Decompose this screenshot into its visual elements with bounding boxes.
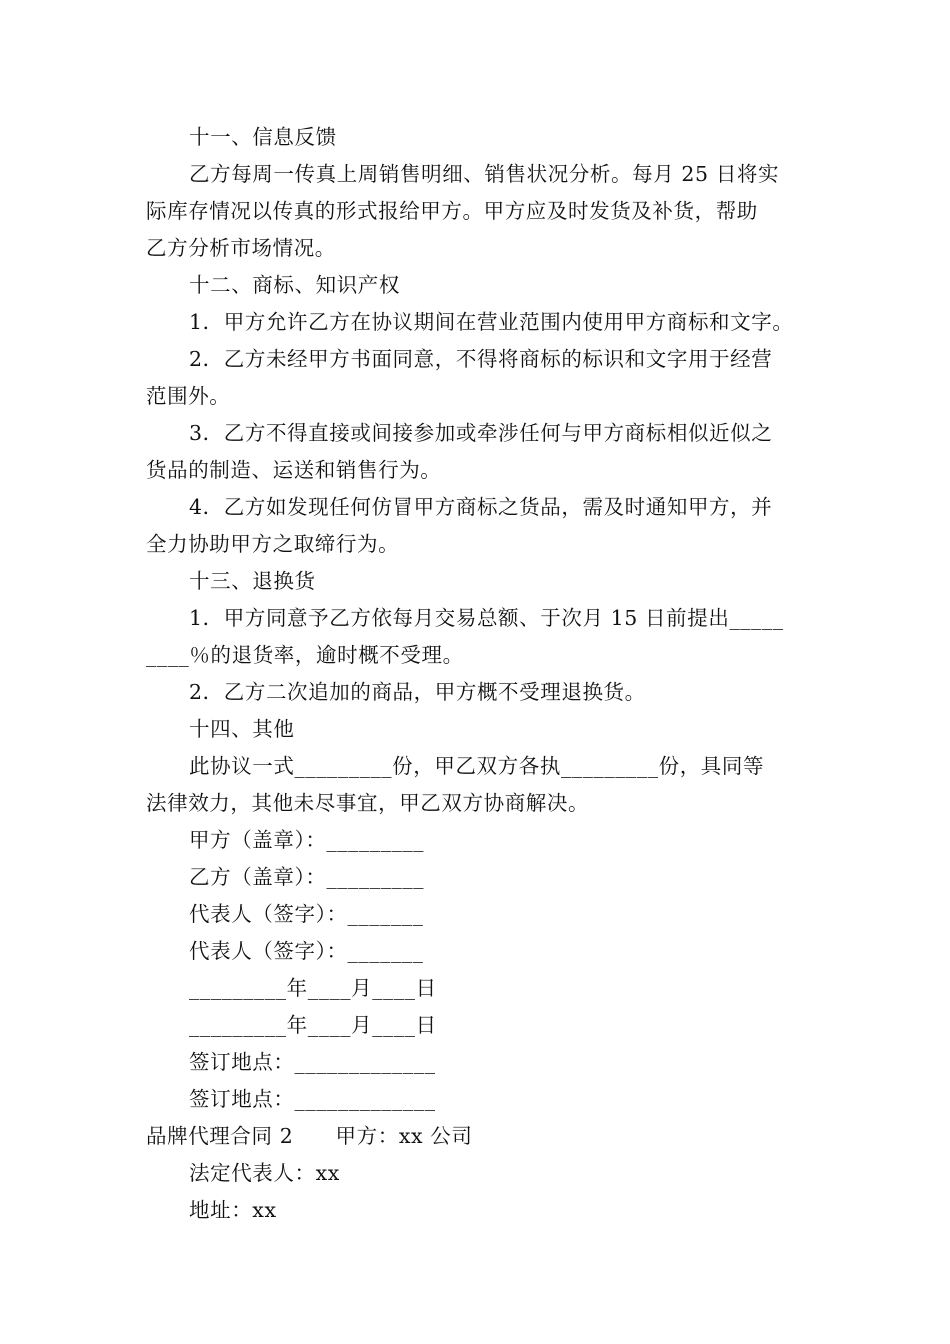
paragraph-line: 4．乙方如发现任何仿冒甲方商标之货品，需及时通知甲方，并 xyxy=(189,495,773,519)
paragraph-line: 乙方每周一传真上周销售明细、销售状况分析。每月 25 日将实 xyxy=(189,162,780,186)
legal-representative: 法定代表人：xx xyxy=(189,1161,340,1185)
date-line: _________年____月____日 xyxy=(189,976,437,1000)
signing-place: 签订地点：_____________ xyxy=(189,1087,436,1111)
paragraph-line: 乙方分析市场情况。 xyxy=(146,236,336,260)
paragraph-line: 3．乙方不得直接或间接参加或牵涉任何与甲方商标相似近似之 xyxy=(189,421,773,445)
paragraph-line: 全力协助甲方之取缔行为。 xyxy=(146,532,400,556)
section-heading-feedback: 十一、信息反馈 xyxy=(189,125,337,149)
paragraph-line: 此协议一式_________份，甲乙双方各执_________份，具同等 xyxy=(189,754,765,778)
signature-representative: 代表人（签字）：_______ xyxy=(189,939,424,963)
date-line: _________年____月____日 xyxy=(189,1013,437,1037)
paragraph-line: 2．乙方未经甲方书面同意，不得将商标的标识和文字用于经营 xyxy=(189,347,773,371)
paragraph-line: 2．乙方二次追加的商品，甲方概不受理退换货。 xyxy=(189,680,646,704)
signature-representative: 代表人（签字）：_______ xyxy=(189,902,424,926)
section-heading-returns: 十三、退换货 xyxy=(189,569,316,593)
paragraph-line: 法律效力，其他未尽事宜，甲乙双方协商解决。 xyxy=(146,791,590,815)
section-heading-trademark: 十二、商标、知识产权 xyxy=(189,273,400,297)
paragraph-line: 货品的制造、运送和销售行为。 xyxy=(146,458,442,482)
contract-title-line: 品牌代理合同 2 甲方：xx 公司 xyxy=(146,1124,473,1148)
signature-party-a: 甲方（盖章）：_________ xyxy=(189,828,425,852)
section-heading-other: 十四、其他 xyxy=(189,717,295,741)
paragraph-line: 1．甲方同意予乙方依每月交易总额、于次月 15 日前提出_____ xyxy=(189,606,784,630)
address-line: 地址：xx xyxy=(189,1198,277,1222)
signature-party-b: 乙方（盖章）：_________ xyxy=(189,865,425,889)
paragraph-line: 际库存情况以传真的形式报给甲方。甲方应及时发货及补货，帮助 xyxy=(146,199,758,223)
paragraph-line: 范围外。 xyxy=(146,384,231,408)
paragraph-line: ____％的退货率，逾时概不受理。 xyxy=(146,643,464,667)
paragraph-line: 1．甲方允许乙方在协议期间在营业范围内使用甲方商标和文字。 xyxy=(189,310,794,334)
signing-place: 签订地点：_____________ xyxy=(189,1050,436,1074)
